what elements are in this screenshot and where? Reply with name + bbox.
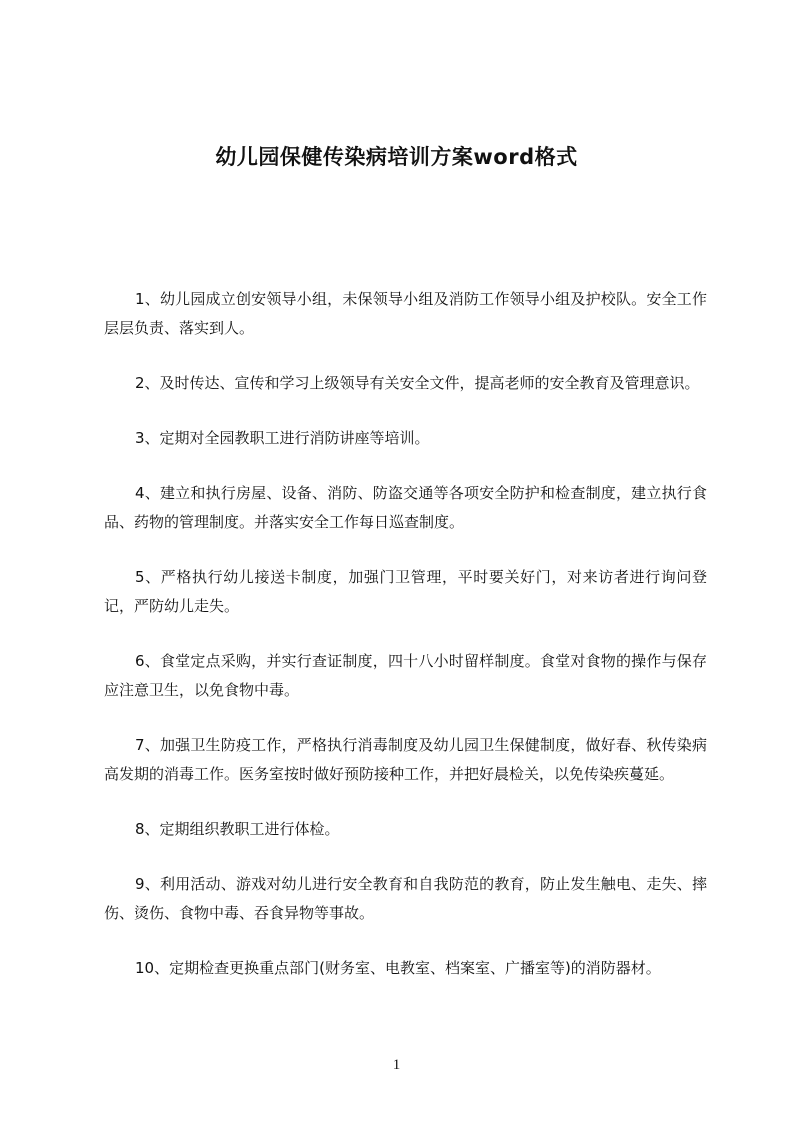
paragraph-2: 2、及时传达、宣传和学习上级领导有关安全文件，提高老师的安全教育及管理意识。 (135, 374, 700, 392)
paragraph-8: 8、定期组织教职工进行体检。 (135, 820, 340, 838)
paragraph-3: 3、定期对全园教职工进行消防讲座等培训。 (135, 429, 430, 447)
document-body (104, 285, 707, 1009)
paragraph-9: 9、利用活动、游戏对幼儿进行安全教育和自我防范的教育，防止发生触电、走失、摔伤、烫伤、食物中毒、吞食异物等事故。 (104, 875, 707, 922)
paragraph-1: 1、幼儿园成立创安领导小组，未保领导小组及消防工作领导小组及护校队。安全工作层层负责、落实到人。 (104, 290, 707, 337)
page-number: 1 (392, 1057, 401, 1073)
document-title: 幼儿园保健传染病培训方案word格式 (215, 145, 578, 169)
paragraph-6: 6、食堂定点采购，并实行查证制度，四十八小时留样制度。食堂对食物的操作与保存应注意卫生，以免食物中毒。 (104, 652, 707, 699)
paragraph-7: 7、加强卫生防疫工作，严格执行消毒制度及幼儿园卫生保健制度，做好春、秋传染病高发期的消毒工作。医务室按时做好预防接种工作，并把好晨检关，以免传染疾蔓延。 (104, 736, 707, 783)
paragraph-4: 4、建立和执行房屋、设备、消防、防盗交通等各项安全防护和检查制度，建立执行食品、药物的管理制度。并落实安全工作每日巡查制度。 (104, 484, 707, 531)
paragraph-10: 10、定期检查更换重点部门(财务室、电教室、档案室、广播室等)的消防器材。 (135, 959, 661, 977)
paragraph-5: 5、严格执行幼儿接送卡制度，加强门卫管理，平时要关好门，对来访者进行询问登记，严防幼儿走失。 (104, 568, 707, 615)
